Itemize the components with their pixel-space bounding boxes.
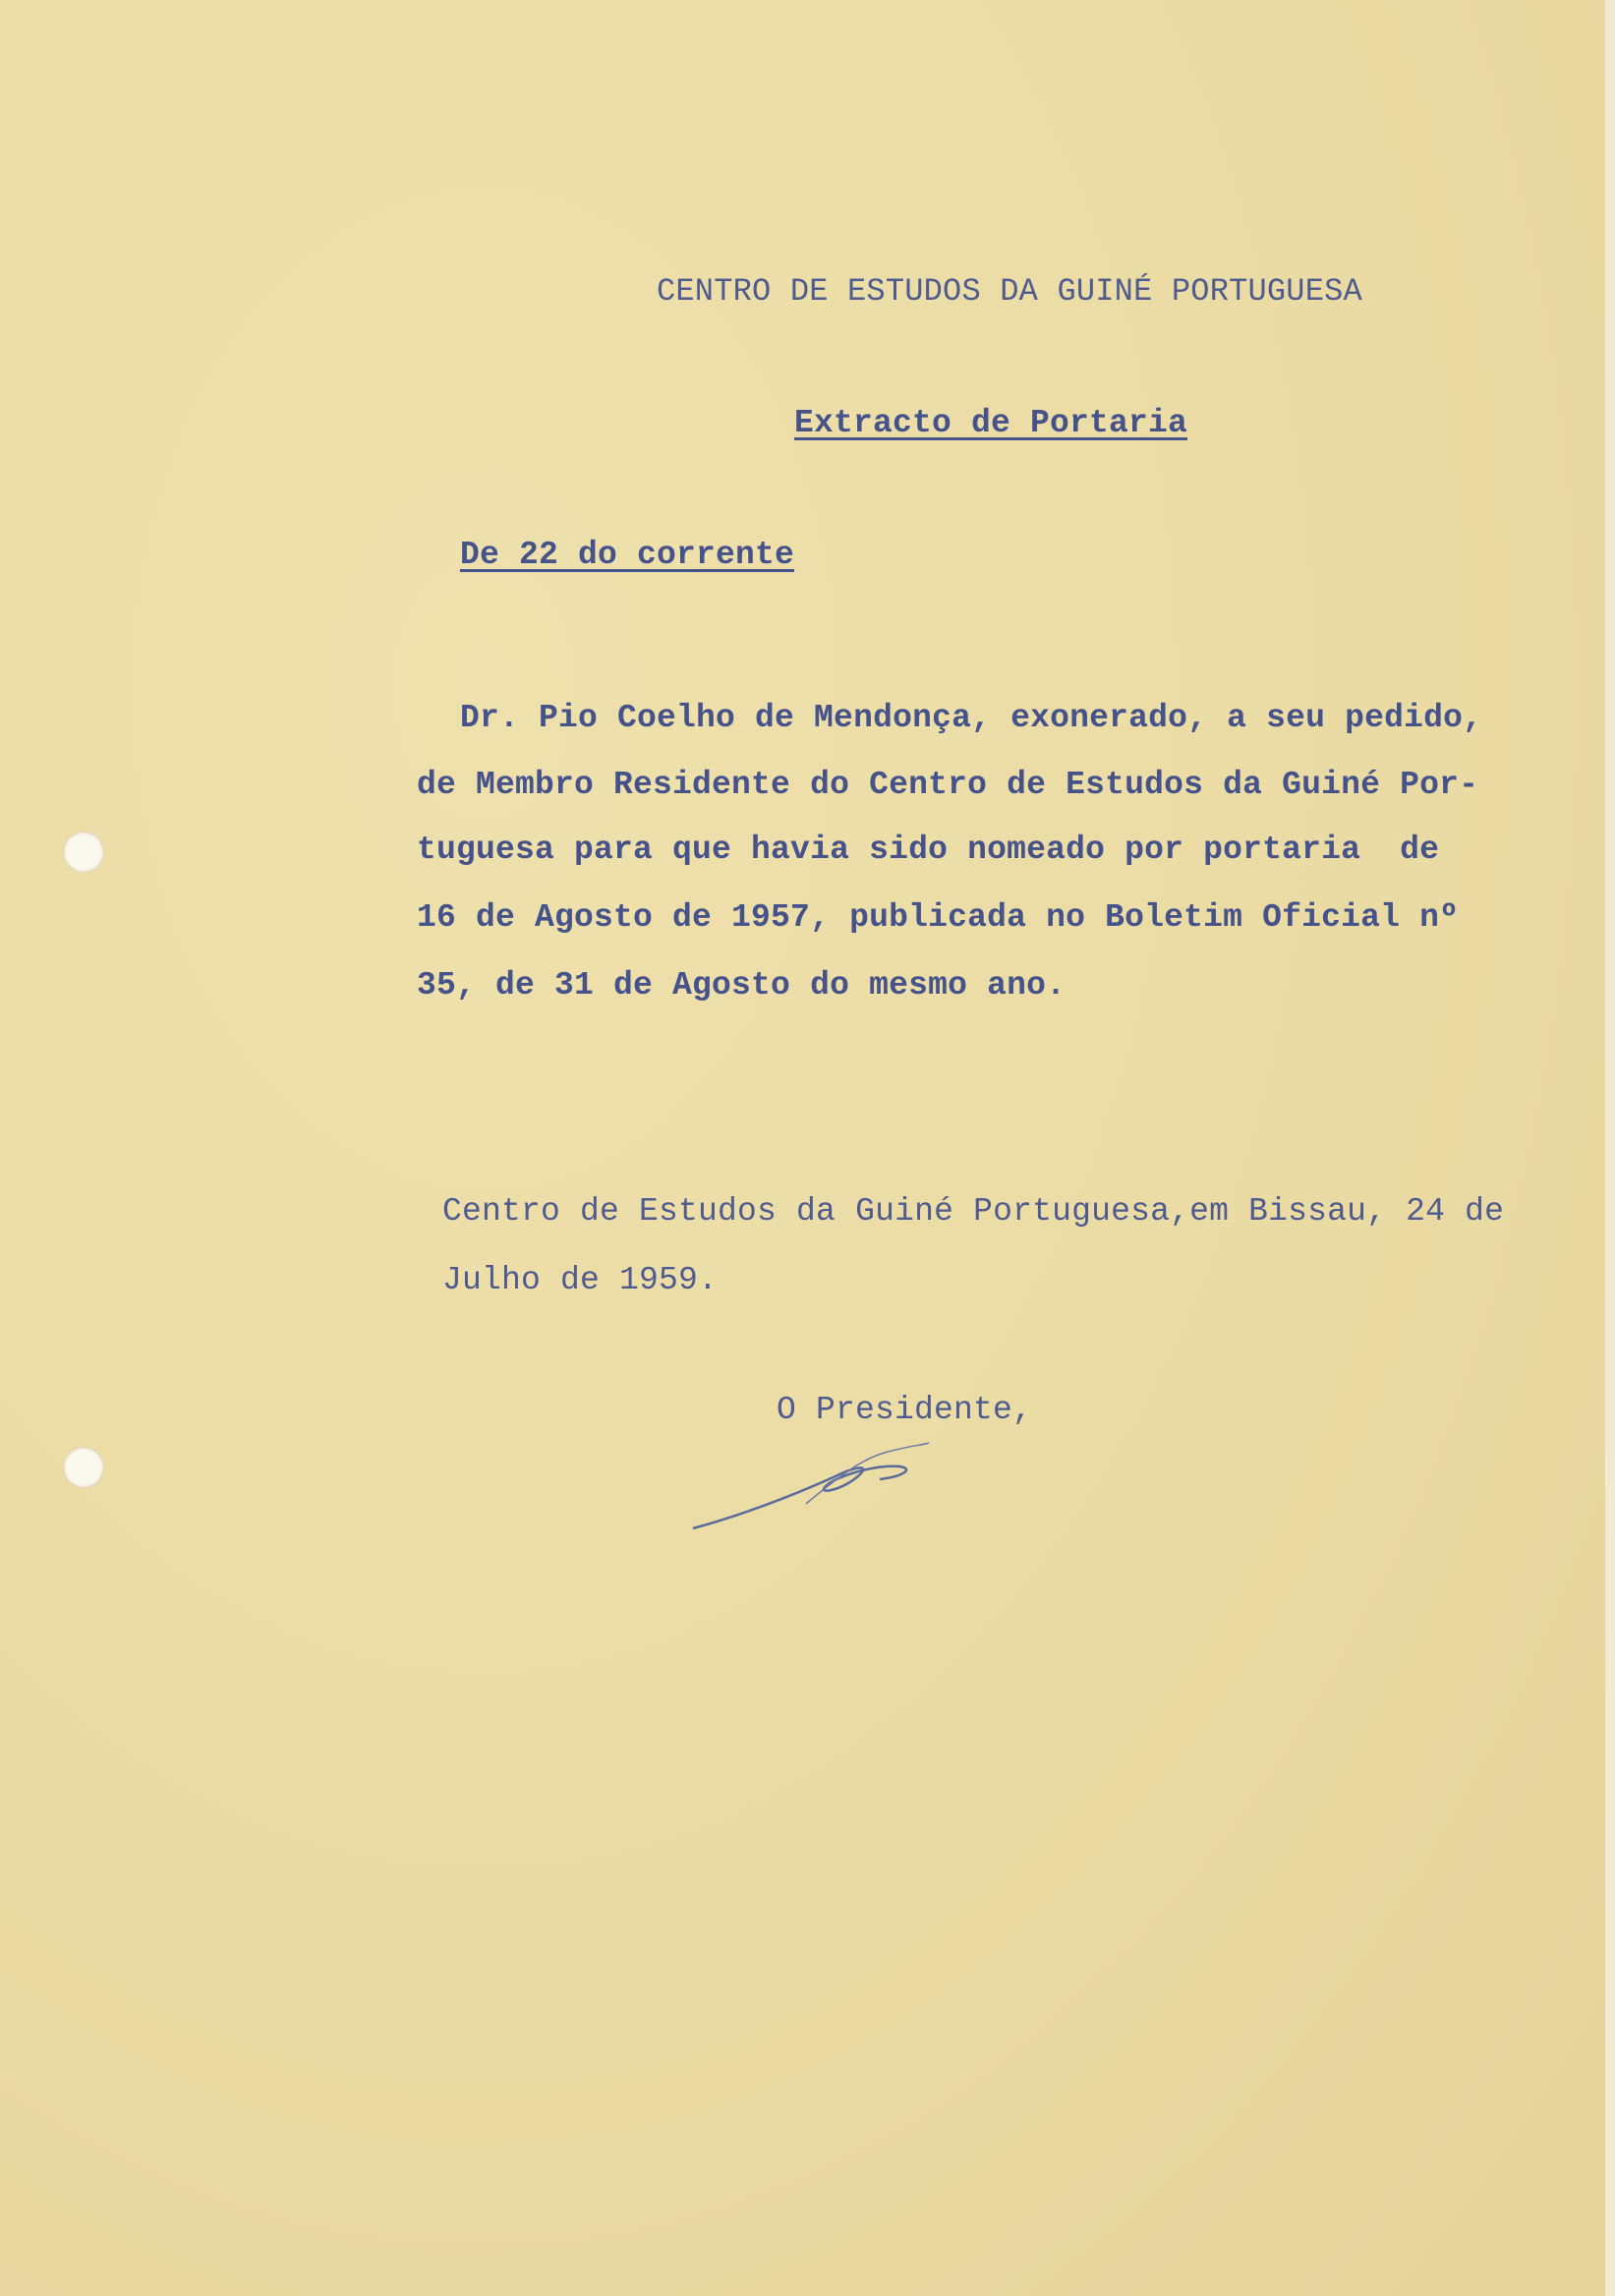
closing-line: Centro de Estudos da Guiné Portuguesa,em Bissau, 24 de xyxy=(442,1193,1505,1230)
date-reference: De 22 do corrente xyxy=(460,537,795,573)
body-line: 16 de Agosto de 1957, publicada no Boletim Oficial nº xyxy=(417,899,1460,936)
body-line: tuguesa para que havia sido nomeado por portaria de xyxy=(417,832,1440,868)
body-line: de Membro Residente do Centro de Estudos da Guiné Por- xyxy=(417,767,1479,803)
punch-hole xyxy=(63,1447,104,1488)
punch-hole xyxy=(63,832,104,873)
paper-edge xyxy=(1605,0,1615,2296)
handwritten-signature xyxy=(688,1435,944,1543)
signatory-title: O Presidente, xyxy=(777,1392,1033,1428)
document-title: Extracto de Portaria xyxy=(794,405,1188,441)
document-header: CENTRO DE ESTUDOS DA GUINÉ PORTUGUESA xyxy=(657,273,1362,310)
body-line: Dr. Pio Coelho de Mendonça, exonerado, a seu pedido, xyxy=(460,700,1483,736)
body-line: 35, de 31 de Agosto do mesmo ano. xyxy=(417,967,1067,1004)
closing-line: Julho de 1959. xyxy=(442,1262,719,1298)
